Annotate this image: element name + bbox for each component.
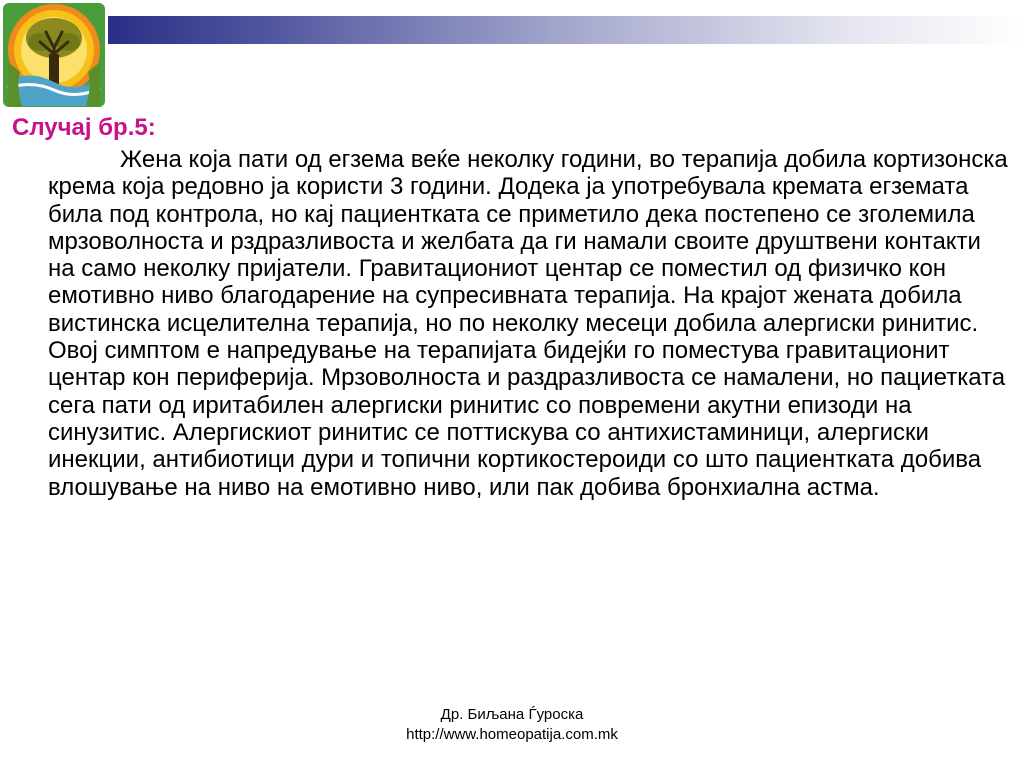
- footer: [340, 705, 684, 745]
- case-description: Жена која пати од егзема веќе неколку години, во терапија добила кортизонска крема која редовно ја користи 3 години. Додека ја употребувала кремата егземата била под контрола, но кај пациентката се приметило дека постепено се зголемила мрзоволноста и рздразливоста и желбата да ги намали своите друштвени контакти на само неколку пријатели. Гравитациониот центар се поместил од физичко кон емотивно ниво благодарение на супресивната терапија. На крајот жената добила вистинска исцелителна терапија, но по неколку месеци добила алергиски ринитис. Овој симптом е напредување на терапијата бидејќи го поместува гравитационит центар кон периферија. Мрзоволноста и раздразливоста се намалени, но пациетката сега пати од иритабилен алергиски ринитис со повремени акутни епизоди на синузитис. Алергискиот ринитис се поттискува со антихистаминици, алергиски инекции, антибиотици дури и топични кортикостероиди со што пациентката добива влошување на ниво на емотивно ниво, или пак добива бронхиална астма.: [48, 146, 1008, 501]
- footer-author: Др. Биљана Ѓуроска: [440, 706, 584, 723]
- footer-url: http://www.homeopatija.com.mk: [406, 726, 618, 743]
- header-gradient-bar: [108, 16, 1024, 44]
- case-title: Случај бр.5:: [12, 114, 156, 141]
- tree-sun-logo-icon: [2, 2, 106, 108]
